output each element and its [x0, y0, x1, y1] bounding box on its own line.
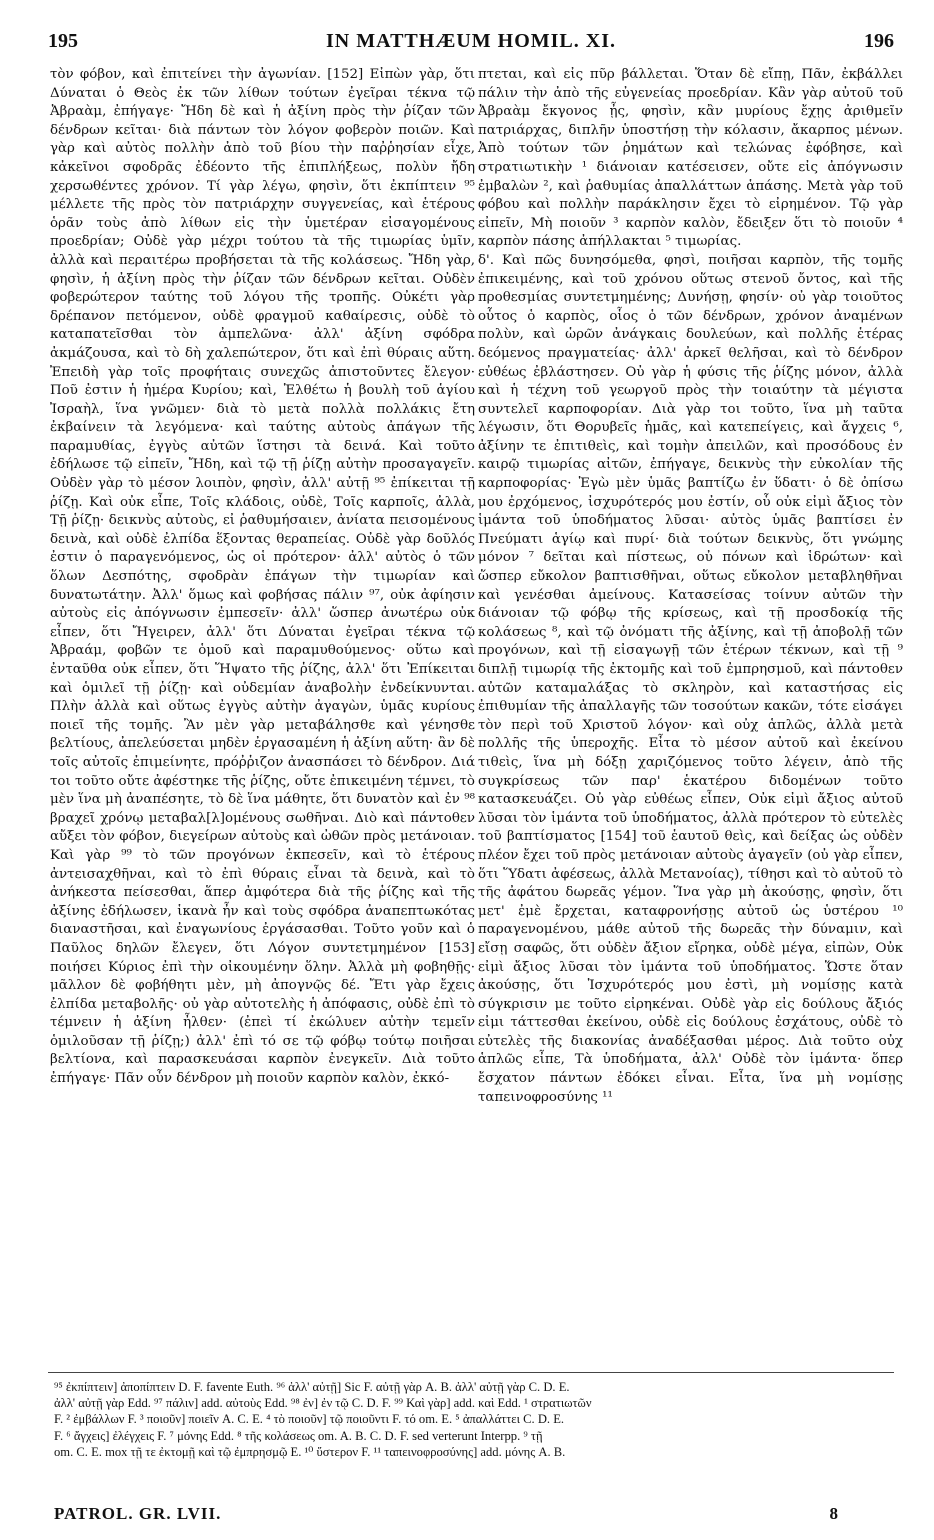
column-right-text: πτεται, καὶ εἰς πῦρ βάλλεται. Ὅταν δὲ εἴπῃ, Πᾶν, ἐκβάλλει πάλιν τὴν ἀπὸ τῆς εὐγενείας προεδρίαν. Κἂν γὰρ αὐτοῦ τοῦ Ἀβραὰμ ἔκγονος ᾖς, φησὶν, κἂν μυρίους ἔχῃς ἀριθμεῖν πατριάρχας, διπλῆν ὑποστήσῃ τὴν κόλασιν, ἄκαρπος μένων. Ἀπὸ τούτων τῶν ῥημάτων καὶ τελώνας ἐφόβησε, καὶ στρατιωτικὴν ¹ διάνοιαν κατέσεισεν, οὔτε εἰς ἀπόγνωσιν ἐμβαλὼν ², καὶ ῥαθυμίας ἀπαλλάττων ἁπάσης. Μετὰ γὰρ τοῦ φόβου καὶ πολλὴν παράκλησιν ἔχει τὸ εἰρημένον. Τῷ γὰρ εἰπεῖν, Μὴ ποιοῦν ³ καρπὸν καλὸν, ἔδειξεν ὅτι τὸ ποιοῦν ⁴ καρπὸν πάσης ἀπήλλακται ⁵ τιμωρίας. δ'. Καὶ πῶς δυνησόμεθα, φησὶ, ποιῆσαι καρπὸν, τῆς τομῆς ἐπικειμένης, καὶ τοῦ χρόνου οὕτως στενοῦ ὄντος, καὶ τῆς προθεσμίας συντετμημένης; Δυνήσῃ, φησίν· οὐ γὰρ τοιοῦτος οὗτος ὁ καρπὸς, οἷος ὁ τῶν δένδρων, χρόνον ἀναμένων πολὺν, καὶ ὡρῶν ἀνάγκαις δουλεύων, καὶ πολλῆς ἑτέρας δεόμενος πραγματείας· ἀλλ' ἀρκεῖ θελῆσαι, καὶ τὸ δένδρον εὐθέως ἐβλάστησεν. Οὐ γὰρ ἡ φύσις τῆς ῥίζης μόνον, ἀλλὰ καὶ ἡ τέχνη τοῦ γεωργοῦ πρὸς τὴν τοιαύτην τὰ μέγιστα συντελεῖ καρποφορίαν. Διὰ γὰρ τοι τοῦτο, ἵνα μὴ ταῦτα λέγωσιν, ὅτι Θορυβεῖς ἡμᾶς, καὶ κατεπείγεις, καὶ ἄγχεις ⁶, ἀξίνην τε ἐπιτιθεὶς, καὶ τομὴν ἀπειλῶν, καὶ προσόδους ἐν καιρῷ τιμωρίας αἰτῶν, ἐπήγαγε, δεικνὺς τὴν εὐκολίαν τῆς καρποφορίας· Ἐγὼ μὲν ὑμᾶς βαπτίζω ἐν ὕδατι· ὁ δὲ ὀπίσω μου ἐρχόμενος, ἰσχυρότερός μου ἐστίν, οὗ οὐκ εἰμὶ ἄξιος τὸν ἱμάντα τοῦ ὑποδήματος λῦσαι· αὐτὸς ὑμᾶς βαπτίσει ἐν Πνεύματι ἁγίῳ καὶ πυρί· διὰ τούτων δεικνὺς, ὅτι γνώμης μόνον ⁷ δεῖται καὶ πίστεως, οὐ πόνων καὶ ἱδρώτων· καὶ ὥσπερ εὔκολον βαπτισθῆναι, οὕτως εὔκολον μεταβληθῆναι καὶ γενέσθαι ἀμείνους. Κατασείσας τοίνυν αὐτῶν τὴν διάνοιαν τῷ φόβῳ τῆς κρίσεως, καὶ τῇ προσδοκίᾳ τῆς κολάσεως ⁸, καὶ τῷ ὀνόματι τῆς ἀξίνης, καὶ τῇ ἀποβολῇ τῶν προγόνων, καὶ τῇ εἰσαγωγῇ τῶν ἑτέρων τέκνων, καὶ τῇ ⁹ διπλῇ τιμωρίᾳ τῆς ἐκτομῆς καὶ τοῦ ἐμπρησμοῦ, καὶ πάντοθεν αὐτῶν καταμαλάξας τὸ σκληρὸν, καὶ καταστήσας εἰς ἐπιθυμίαν τῆς ἀπαλλαγῆς τῶν τοσούτων κακῶν, τότε εἰσάγει τὸν περὶ τοῦ Χριστοῦ λόγον· καὶ οὐχ ἁπλῶς, ἀλλὰ μετὰ πολλῆς τῆς ὑπεροχῆς. Εἶτα τὸ μέσον αὐτοῦ καὶ ἐκείνου τιθεὶς, ἵνα μὴ δόξῃ χαριζόμενος τοῦτο λέγειν, ἀπὸ τῆς συγκρίσεως τῶν παρ' ἑκατέρου διδομένων τοῦτο κατασκευάζει. Οὐ γὰρ εὐθέως εἶπεν, Οὐκ εἰμὶ ἄξιος αὐτοῦ λῦσαι τὸν ἱμάντα τοῦ ὑποδήματος, ἀλλὰ πρότερον τὸ εὐτελὲς τοῦ βαπτίσματος [154] τοῦ ἑαυτοῦ θεὶς, καὶ δείξας ὡς οὐδὲν πλέον ἔχει τοῦ πρὸς μετάνοιαν αὐτοὺς ἀγαγεῖν (οὐ γὰρ εἶπεν, ὅτι Ὕδατι ἀφέσεως, ἀλλὰ Μετανοίας), τίθησι καὶ τὸ αὐτοῦ τὸ τῆς ἀφάτου δωρεᾶς γέμον. Ἵνα γὰρ μὴ ἀκούσῃς, φησὶν, ὅτι μετ' ἐμὲ ἔρχεται, καταφρονήσῃς αὐτοῦ ὡς ὑστέρου ¹⁰ παραγενομένου, μάθε αὐτοῦ τῆς δωρεᾶς τὴν δύναμιν, καὶ εἴσῃ σαφῶς, ὅτι οὐδὲν ἄξιον εἴρηκα, οὐδὲ μέγα, εἰπὼν, Οὐκ εἰμὶ ἄξιος λῦσαι τὸν ἱμάντα τοῦ ὑποδήματος. Ὥστε ὅταν ἀκούσῃς, ὅτι Ἰσχυρότερός μου ἐστὶ, μὴ νομίσῃς κατὰ σύγκρισιν με τοῦτο εἰρηκέναι. Οὐδὲ γὰρ εἰς δούλους ἄξιός εἰμι τάττεσθαι ἐκείνου, οὐδὲ εἰς δούλους ἐσχάτους, οὐδὲ τὸ εὐτελὲς τῆς διακονίας ἀναδέξασθαι μέρος. Διὰ τοῦτο οὐχ ἁπλῶς εἶπε, Τὰ ὑποδήματα, ἀλλ' Οὐδὲ τὸν ἱμάντα· ὅπερ ἔσχατον πάντων ἐδόκει εἶναι. Εἶτα, ἵνα μὴ νομίσῃς ταπεινοφροσύνης ¹¹ [478, 67, 903, 1105]
page-number-left: 195 [48, 30, 78, 52]
footnotes [54, 1379, 892, 1460]
column-left-text: τὸν φόβον, καὶ ἐπιτείνει τὴν ἀγωνίαν. [152] Εἰπὼν γὰρ, ὅτι Δύναται ὁ Θεὸς ἐκ τῶν λίθων τούτων ἐγεῖραι τέκνα τῷ Ἀβραὰμ, ἐπήγαγε· Ἤδη δὲ καὶ ἡ ἀξίνη πρὸς τὴν ῥίζαν τῶν δένδρων κεῖται· διὰ πάντων τὸν λόγον φοβερὸν ποιῶν. Καὶ γὰρ καὶ αὐτὸς πολλὴν ἀπὸ τοῦ βίου τὴν παῤῥησίαν εἶχε, κἀκεῖνοι σφοδρᾶς ἐδέοντο τῆς ἐπιπλήξεως, πολὺν ἤδη χερσωθέντες χρόνον. Τί γὰρ λέγω, φησὶν, ὅτι ἐκπίπτειν ⁹⁵ μέλλετε τῆς πρὸς τὸν πατριάρχην συγγενείας, καὶ ἑτέρους ὁρᾶν τοὺς ἀπὸ λίθων εἰς τὴν ὑμετέραν εἰσαγομένους προεδρίαν; Οὐδὲ γὰρ μέχρι τούτου τὰ τῆς τιμωρίας ὑμῖν, ἀλλὰ καὶ περαιτέρω προβήσεται τὰ τῆς κολάσεως. Ἤδη γὰρ, φησὶν, ἡ ἀξίνη πρὸς τὴν ῥίζαν τῶν δένδρων κεῖται. Οὐδὲν φοβερώτερον ταύτης τοῦ λόγου τῆς τροπῆς. Οὐκέτι γὰρ δρέπανον πετόμενον, οὐδὲ φραγμοῦ καθαίρεσις, οὐδὲ τὸ καταπατεῖσθαι τὸν ἀμπελῶνα· ἀλλ' ἀξίνη σφόδρα ἀκμάζουσα, καὶ τὸ δὴ χαλεπώτερον, ὅτι καὶ ἐπὶ θύραις αὕτη. Ἐπειδὴ γὰρ τοῖς προφήταις συνεχῶς ἀπιστοῦντες ἔλεγον· Ποῦ ἐστιν ἡ ἡμέρα Κυρίου; καὶ, Ἐλθέτω ἡ βουλὴ τοῦ ἁγίου Ἰσραὴλ, ἵνα γνῶμεν· διὰ τὸ μετὰ πολλὰ πολλάκις ἔτη ἐκβαίνειν τὰ λεγόμενα· καὶ ταύτης αὐτοὺς ἀπάγων τῆς παραμυθίας, ἐγγὺς αὐτῶν ἵστησι τὰ δεινά. Καὶ τοῦτο ἐδήλωσε τῷ εἰπεῖν, Ἤδη, καὶ τῷ τῇ ῥίζῃ αὐτὴν προσαγαγεῖν. Οὐδὲν γὰρ τὸ μέσον λοιπὸν, φησὶν, ἀλλ' αὐτῇ ⁹⁵ ἐπίκειται τῇ ῥίζῃ. Καὶ οὐκ εἶπε, Τοῖς κλάδοις, οὐδὲ, Τοῖς καρποῖς, ἀλλὰ, Τῇ ῥίζῃ· δεικνὺς αὐτοὺς, εἰ ῥαθυμήσαιεν, ἀνίατα πεισομένους δεινὰ, καὶ οὐδὲ ἐλπίδα ἕξοντας θεραπείας. Οὐδὲ γὰρ δοῦλός ἐστιν ὁ παραγενόμενος, ὡς οἱ πρότερον· ἀλλ' αὐτὸς ὁ τῶν ὅλων Δεσπότης, σφοδρὰν ἐπάγων τὴν τιμωρίαν καὶ δυνατωτάτην. Ἀλλ' ὅμως καὶ φοβήσας πάλιν ⁹⁷, οὐκ ἀφίησιν αὐτοὺς εἰς ἀπόγνωσιν ἐμπεσεῖν· ἀλλ' ὥσπερ ἀνωτέρω οὐκ εἶπεν, ὅτι Ἤγειρεν, ἀλλ' ὅτι Δύναται ἐγεῖραι τέκνα τῷ Ἀβραάμ, φοβῶν τε ὁμοῦ καὶ παραμυθούμενος· οὕτω καὶ ἐνταῦθα οὐκ εἶπεν, ὅτι Ἥψατο τῆς ῥίζης, ἀλλ' ὅτι Ἐπίκειται καὶ ὁμιλεῖ τῇ ῥίζῃ· καὶ οὐδεμίαν ἀναβολὴν ἐνδείκνυνται. Πλὴν ἀλλὰ καὶ οὕτως ἐγγὺς αὐτὴν ἀγαγὼν, ὑμᾶς κυρίους ποιεῖ τῆς τομῆς. Ἂν μὲν γὰρ μεταβάλησθε καὶ γένησθε βελτίους, ἀπελεύσεται μηδὲν ἐργασαμένη ἡ ἀξίνη αὕτη· ἂν δὲ τοῖς αὐτοῖς ἐπιμείνητε, πρόῤῥιζον ἀνασπάσει τὸ δένδρον. Διά τοι τοῦτο οὔτε ἀφέστηκε τῆς ῥίζης, οὔτε ἐπικειμένη τέμνει, τὸ μὲν ἵνα μὴ ἀναπέσητε, τὸ δὲ ἵνα μάθητε, ὅτι δυνατὸν καὶ ἐν ⁹⁸ βραχεῖ χρόνῳ μεταβαλ[λ]ομένους σωθῆναι. Διὸ καὶ πάντοθεν αὔξει τὸν φόβον, διεγείρων αὐτοὺς καὶ ὠθῶν πρὸς μετάνοιαν. Καὶ γὰρ ⁹⁹ τὸ τῶν προγόνων ἐκπεσεῖν, καὶ τὸ ἑτέρους ἀντεισαχθῆναι, καὶ τὸ ἐπὶ θύραις εἶναι τὰ δεινὰ, καὶ τὸ ἀνήκεστα πείσεσθαι, ἅπερ ἀμφότερα διὰ τῆς ῥίζης καὶ τῆς ἀξίνης ἐδήλωσεν, ἱκανὰ ἦν καὶ τοὺς σφόδρα ἀναπεπτωκότας διαναστῆσαι, καὶ ἐναγωνίους ἐργάσασθαι. Τοῦτο γοῦν καὶ ὁ Παῦλος δηλῶν ἔλεγεν, ὅτι Λόγον συντετμημένον [153] ποιήσει Κύριος ἐπὶ τὴν οἰκουμένην ὅλην. Ἀλλὰ μὴ φοβηθῇς· μᾶλλον δὲ φοβήθητι μὲν, μὴ ἀπογνῷς δέ. Ἔτι γὰρ ἔχεις ἐλπίδα μεταβολῆς· οὐ γὰρ αὐτοτελὴς ἡ ἀπόφασις, οὐδὲ ἐπὶ τὸ τέμνειν ἡ ἀξίνη ἦλθεν· (ἐπεὶ τί ἐκώλυεν αὐτὴν τεμεῖν ὁμιλοῦσαν τῇ ῥίζῃ;) ἀλλ' ἐπὶ τό σε τῷ φόβῳ τούτῳ ποιῆσαι βελτίονα, καὶ παρασκευάσαι καρπὸν ἐνεγκεῖν. Διὰ τοῦτο ἐπήγαγε· Πᾶν οὖν δένδρον μὴ ποιοῦν καρπὸν καλὸν, ἐκκό- [50, 67, 475, 1087]
running-header [48, 30, 894, 60]
footnote-separator [48, 1372, 894, 1373]
footnote-line: ⁹⁵ ἐκπίπτειν] ἀποπίπτειν D. F. favente Euth. ⁹⁶ ἀλλ' αὐτῇ] Sic F. αὐτῇ γὰρ A. B. ἀλλ' αὐτῇ γὰρ C. D. E. [54, 1380, 570, 1394]
footnote-line: om. C. E. mox τῇ τε ἐκτομῇ καὶ τῷ ἐμπρησμῷ E. ¹⁰ ὕστερον F. ¹¹ ταπεινοφροσύνης] add. μόνης A. B. [54, 1444, 566, 1459]
footnote-line: ἀλλ' αὐτῇ γὰρ Edd. ⁹⁷ πάλιν] add. αὐτοὺς Edd. ⁹⁸ ἐν] ἐν τῷ C. D. F. ⁹⁹ Καὶ γὰρ] add. καὶ Edd. ¹ στρατιωτῶν [54, 1396, 592, 1411]
page-number-right: 196 [864, 30, 894, 52]
volume-signature: PATROL. GR. LVII. [54, 1504, 222, 1523]
footnote-line: F. ² ἐμβάλλων F. ³ ποιοῦν] ποιεῖν A. C. E. ⁴ τὸ ποιοῦν] τῷ ποιοῦντι F. τό om. E. ⁵ ἀπαλλάττει C. D. E. [54, 1412, 565, 1427]
footnote-line: F. ⁶ ἄγχεις] ἐλέγχεις F. ⁷ μόνης Edd. ⁸ τῆς κολάσεως om. A. B. C. D. F. sed verterunt Interpp. ⁹ τῇ [54, 1428, 543, 1443]
text-column-left [50, 66, 475, 1089]
running-title: IN MATTHÆUM HOMIL. XI. [326, 30, 616, 52]
page-footer [54, 1504, 838, 1528]
text-column-right [478, 66, 903, 1107]
gathering-number: 8 [829, 1504, 838, 1523]
